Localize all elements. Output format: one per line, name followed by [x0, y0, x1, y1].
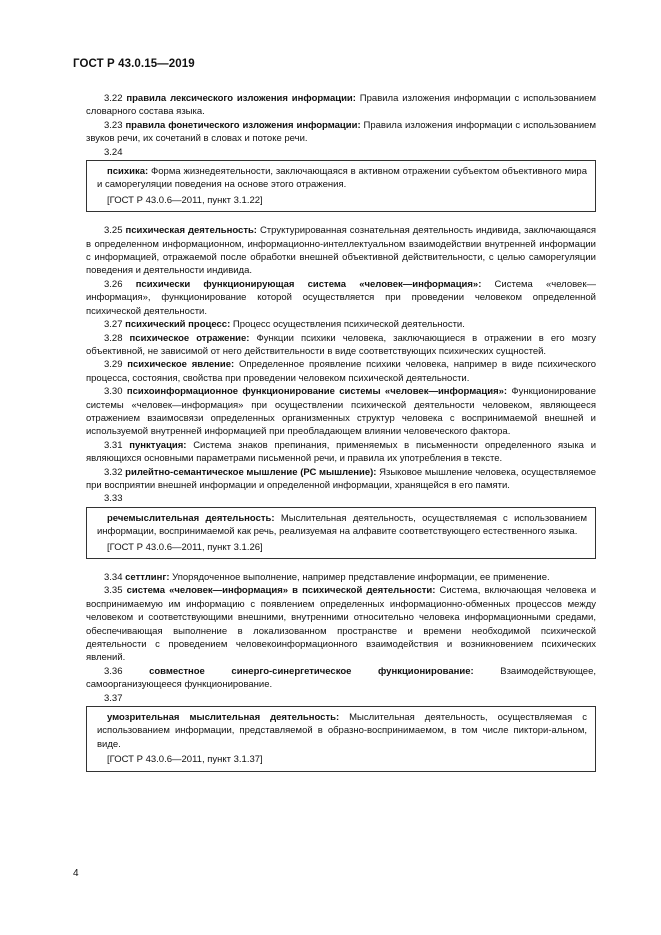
source-reference: [ГОСТ Р 43.0.6—2011, пункт 3.1.26] [107, 541, 263, 553]
term: совместное синерго-синергетическое функционирование: [149, 665, 474, 677]
definition-3-26 [86, 278, 596, 318]
term: психоинформационное функционирование системы «человек—информация»: [126, 386, 508, 398]
term: психическое отражение: [129, 332, 250, 344]
quoted-definition-box-3-33 [86, 507, 596, 559]
definition-text: Взаимодействующее, самоорганизующееся функционирование. [86, 665, 596, 691]
definition-3-25 [86, 224, 596, 278]
term: умозрительная мыслительная деятельность: [107, 712, 340, 724]
definition-text: Система «человек—информация», функционирование которой осуществляется при проведении человеком определенной психической деятельности. [86, 278, 597, 317]
definition-text: Упорядоченное выполнение, например представление информации, ее применение. [169, 572, 550, 583]
item-number: 3.23 [104, 119, 123, 131]
definition-text: Языковое мышление человека, осуществляемое при восприятии внешней информации и определенной информации, хранящейся в его памяти. [86, 466, 596, 491]
definition-3-31 [86, 439, 596, 466]
item-number-3-33: 3.33 [104, 493, 123, 505]
definition-text: Правила изложения информации с использованием словарного состава языка. [86, 93, 597, 118]
term: сеттлинг: [125, 572, 170, 583]
definition-3-28 [86, 332, 596, 359]
definition-text: Мыслительная деятельность, осуществляемая с использованием информации, представляемой в образно-воспринимаемом, в том числе пиктори-альном, виде. [97, 712, 587, 750]
definition-3-37 [97, 711, 587, 751]
definition-3-36 [86, 665, 596, 692]
definition-text: Функции психики человека, заключающиеся в отражении в его мозгу объективной, не зависимой от него действительности в виде соответствующих психических сущностей. [86, 332, 596, 357]
quoted-definition-box-3-37 [86, 706, 596, 772]
item-number: 3.25 [104, 225, 123, 237]
definition-3-24 [97, 165, 587, 192]
item-number: 3.30 [104, 386, 123, 398]
item-number: 3.31 [104, 439, 123, 451]
item-number: 3.28 [104, 332, 123, 344]
definition-3-27 [86, 318, 596, 331]
definition-text: Структурированная сознательная деятельность индивида, заключающаяся в определенном информационном, информационно-интеллектуальном взаимодействии внутренней информации с информацией, отражаемой после обработки внешней объективной действительности, с целью саморегуляции поведения и деятельности индивида. [86, 225, 597, 277]
item-number: 3.26 [104, 278, 123, 290]
term: психическое явление: [127, 359, 235, 371]
term: психика: [107, 166, 149, 178]
definition-text: Определенное проявление психики человека, например в виде психического процесса, состояния, свойства при проведении человеком психической деятельности. [86, 359, 596, 384]
definition-text: Система, включающая человека и воспринимаемую им информацию с появлением определенных информационно-обменных процессов между человеком и соответствующими внешними, внутренними относительно человека информационными средами, обеспечивающая выполнение в локализованном пространстве и времени необходимой психической деятельности с проведением человекоинформационного взаимодействия и возникновением психических явлений. [86, 585, 597, 664]
definition-text: Функционирование системы «человек—информация» при осуществлении психической деятельности человеком, являющееся отражением взаимосвязи определенных организменных структур человека с воспринимаемой внешней и используемой внутренней информацией при преобладающем влиянии человеческого фактора. [86, 386, 596, 438]
item-number-3-37: 3.37 [104, 692, 123, 704]
document-code-header: ГОСТ Р 43.0.15—2019 [73, 58, 195, 70]
definition-text: Форма жизнедеятельности, заключающаяся в активном отражении субъектом объективного мира и саморегуляции поведения на основе этого отражения. [97, 166, 587, 191]
definition-text: Процесс осуществления психической деятельности. [230, 319, 465, 331]
definition-3-34 [86, 571, 596, 584]
term: система «человек—информация» в психической деятельности: [126, 585, 436, 597]
term: психический процесс: [125, 319, 231, 331]
definition-text: Правила изложения информации с использованием звуков речи, их сочетаний в словах и потоке речи. [86, 119, 596, 145]
definition-3-32 [86, 466, 596, 493]
definition-3-23 [86, 119, 596, 146]
item-number-3-24: 3.24 [104, 146, 123, 158]
definition-3-30 [86, 385, 596, 439]
term: речемыслительная деятельность: [107, 512, 275, 524]
term: пунктуация: [129, 439, 187, 451]
item-number: 3.22 [104, 93, 123, 104]
quoted-definition-box-3-24 [86, 160, 596, 212]
term: правила фонетического изложения информации: [125, 119, 361, 131]
term: психически функционирующая система «человек—информация»: [135, 278, 482, 290]
term: психическая деятельность: [125, 225, 257, 237]
definition-3-35 [86, 584, 596, 664]
item-number: 3.29 [104, 359, 123, 371]
term: правила лексического изложения информации: [126, 93, 356, 104]
item-number: 3.35 [104, 585, 123, 597]
definition-text: Система знаков препинания, применяемых в письменности определенного языка и являющихся основными параметрами письменной речи, и правила их употребления в тексте. [86, 439, 597, 465]
item-number: 3.32 [104, 466, 123, 478]
item-number: 3.27 [104, 319, 123, 331]
definition-3-22 [86, 92, 596, 119]
source-reference: [ГОСТ Р 43.0.6—2011, пункт 3.1.22] [107, 194, 263, 206]
definitions-list [86, 92, 596, 772]
item-number: 3.34 [104, 572, 123, 583]
term: рилейтно-семантическое мышление (РС мышление): [125, 466, 377, 478]
definition-3-29 [86, 358, 596, 385]
definition-3-33 [97, 512, 587, 539]
source-reference: [ГОСТ Р 43.0.6—2011, пункт 3.1.37] [107, 754, 263, 766]
page-number: 4 [73, 868, 79, 879]
item-number: 3.36 [104, 665, 123, 677]
definition-text: Мыслительная деятельность, осуществляемая с использованием информации, воспринимаемой как речь, реализуемая на алфавите соответствующего естественного языка. [97, 512, 587, 538]
